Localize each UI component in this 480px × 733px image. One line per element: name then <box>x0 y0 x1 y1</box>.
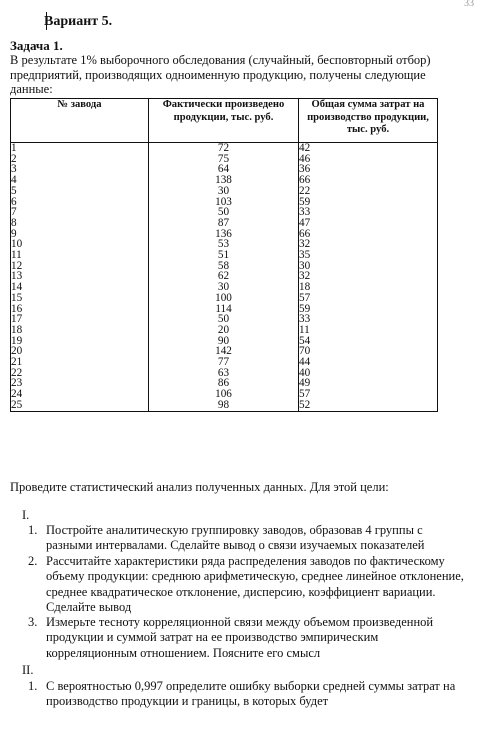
cell-factory-number: 20 <box>11 346 149 357</box>
table-row <box>11 186 438 197</box>
task-item-3 <box>28 615 468 661</box>
cell-factory-number: 13 <box>11 271 149 282</box>
cell-actual-output: 90 <box>149 336 299 347</box>
cell-factory-number: 8 <box>11 218 149 229</box>
cell-total-costs: 33 <box>299 314 438 325</box>
task-item-number: 1. <box>28 523 38 537</box>
cell-actual-output: 98 <box>149 400 299 411</box>
cell-actual-output: 30 <box>149 186 299 197</box>
cell-total-costs: 18 <box>299 282 438 293</box>
cell-factory-number: 12 <box>11 261 149 272</box>
page-number: 33 <box>464 0 474 9</box>
cell-total-costs: 59 <box>299 197 438 208</box>
cell-total-costs: 32 <box>299 271 438 282</box>
task-item-2 <box>28 554 468 615</box>
cell-total-costs: 30 <box>299 261 438 272</box>
cell-actual-output: 142 <box>149 346 299 357</box>
header-actual-output: Фактически произведено продукции, тыс. руб. <box>149 99 299 143</box>
cell-total-costs: 59 <box>299 304 438 315</box>
cell-total-costs: 57 <box>299 389 438 400</box>
cell-factory-number: 5 <box>11 186 149 197</box>
cell-factory-number: 19 <box>11 336 149 347</box>
cell-actual-output: 103 <box>149 197 299 208</box>
cell-total-costs: 49 <box>299 378 438 389</box>
cell-actual-output: 75 <box>149 154 299 165</box>
cell-total-costs: 66 <box>299 229 438 240</box>
cell-factory-number: 2 <box>11 154 149 165</box>
cell-actual-output: 50 <box>149 207 299 218</box>
task-item-text: Рассчитайте характеристики ряда распределения заводов по фактическому объему продукции: среднюю арифметическую, среднее линейное отклонение, среднее квадратическое отклонение, дисперсию, коэффициент вариации. Сделайте вывод <box>46 554 464 614</box>
cell-actual-output: 64 <box>149 164 299 175</box>
cell-actual-output: 87 <box>149 218 299 229</box>
cell-actual-output: 100 <box>149 293 299 304</box>
task-item-ii-1 <box>28 679 468 710</box>
cell-factory-number: 23 <box>11 378 149 389</box>
cell-total-costs: 66 <box>299 175 438 186</box>
cell-actual-output: 51 <box>149 250 299 261</box>
cell-actual-output: 30 <box>149 282 299 293</box>
cell-factory-number: 17 <box>11 314 149 325</box>
cell-factory-number: 24 <box>11 389 149 400</box>
intro-text: В результате 1% выборочного обследования (случайный, бесповторный отбор) предприятий, производящих одноименную продукцию, получены следующие данные: <box>10 53 431 97</box>
task-item-text: Измерьте тесноту корреляционной связи между объемом произведенной продукции и суммой затрат на ее производство эмпирическим корреляционным отношением. Поясните его смысл <box>46 615 434 660</box>
cell-factory-number: 16 <box>11 304 149 315</box>
cell-actual-output: 106 <box>149 389 299 400</box>
task-item-1 <box>28 523 468 554</box>
table-row <box>11 293 438 304</box>
cell-factory-number: 21 <box>11 357 149 368</box>
header-total-costs: Общая сумма затрат на производство продукции, тыс. руб. <box>299 99 438 143</box>
cell-total-costs: 36 <box>299 164 438 175</box>
cell-factory-number: 14 <box>11 282 149 293</box>
cell-total-costs: 70 <box>299 346 438 357</box>
cell-actual-output: 114 <box>149 304 299 315</box>
cell-factory-number: 7 <box>11 207 149 218</box>
cell-total-costs: 35 <box>299 250 438 261</box>
task-title: Задача 1. <box>10 38 63 53</box>
cell-actual-output: 62 <box>149 271 299 282</box>
cell-factory-number: 9 <box>11 229 149 240</box>
table-row <box>11 400 438 411</box>
cell-total-costs: 44 <box>299 357 438 368</box>
section-label-i: I. <box>22 508 30 522</box>
cell-total-costs: 42 <box>299 143 438 154</box>
cell-total-costs: 54 <box>299 336 438 347</box>
cell-factory-number: 10 <box>11 239 149 250</box>
cell-actual-output: 72 <box>149 143 299 154</box>
cell-actual-output: 53 <box>149 239 299 250</box>
cell-actual-output: 20 <box>149 325 299 336</box>
cell-actual-output: 50 <box>149 314 299 325</box>
variant-title: Вариант 5. <box>44 14 113 29</box>
header-factory-number: № завода <box>11 99 149 143</box>
data-table <box>10 98 438 412</box>
task-item-number: 2. <box>28 554 38 568</box>
cell-total-costs: 33 <box>299 207 438 218</box>
section-label-ii: II. <box>22 663 34 677</box>
cell-total-costs: 22 <box>299 186 438 197</box>
task-item-number: 1. <box>28 679 38 693</box>
cell-factory-number: 22 <box>11 368 149 379</box>
cell-actual-output: 58 <box>149 261 299 272</box>
cell-total-costs: 11 <box>299 325 438 336</box>
table-body <box>11 143 438 412</box>
cell-actual-output: 86 <box>149 378 299 389</box>
cell-actual-output: 77 <box>149 357 299 368</box>
cell-total-costs: 32 <box>299 239 438 250</box>
cell-total-costs: 40 <box>299 368 438 379</box>
cell-total-costs: 57 <box>299 293 438 304</box>
cell-factory-number: 15 <box>11 293 149 304</box>
cell-factory-number: 3 <box>11 164 149 175</box>
cell-total-costs: 52 <box>299 400 438 411</box>
cell-factory-number: 25 <box>11 400 149 411</box>
cell-total-costs: 47 <box>299 218 438 229</box>
cell-actual-output: 136 <box>149 229 299 240</box>
instruction-text: Проведите статистический анализ полученных данных. Для этой цели: <box>10 480 389 494</box>
cell-total-costs: 46 <box>299 154 438 165</box>
cell-factory-number: 1 <box>11 143 149 154</box>
cell-factory-number: 4 <box>11 175 149 186</box>
cell-factory-number: 6 <box>11 197 149 208</box>
cell-factory-number: 11 <box>11 250 149 261</box>
cell-actual-output: 138 <box>149 175 299 186</box>
table-header-row <box>11 99 438 143</box>
task-item-text: С вероятностью 0,997 определите ошибку выборки средней суммы затрат на производство продукции и границы, в которых будет <box>46 679 456 709</box>
task-item-text: Постройте аналитическую группировку заводов, образовав 4 группы с разными интервалами. Сделайте вывод о связи изучаемых показателей <box>46 523 425 553</box>
cell-actual-output: 63 <box>149 368 299 379</box>
cell-factory-number: 18 <box>11 325 149 336</box>
task-item-number: 3. <box>28 615 38 629</box>
